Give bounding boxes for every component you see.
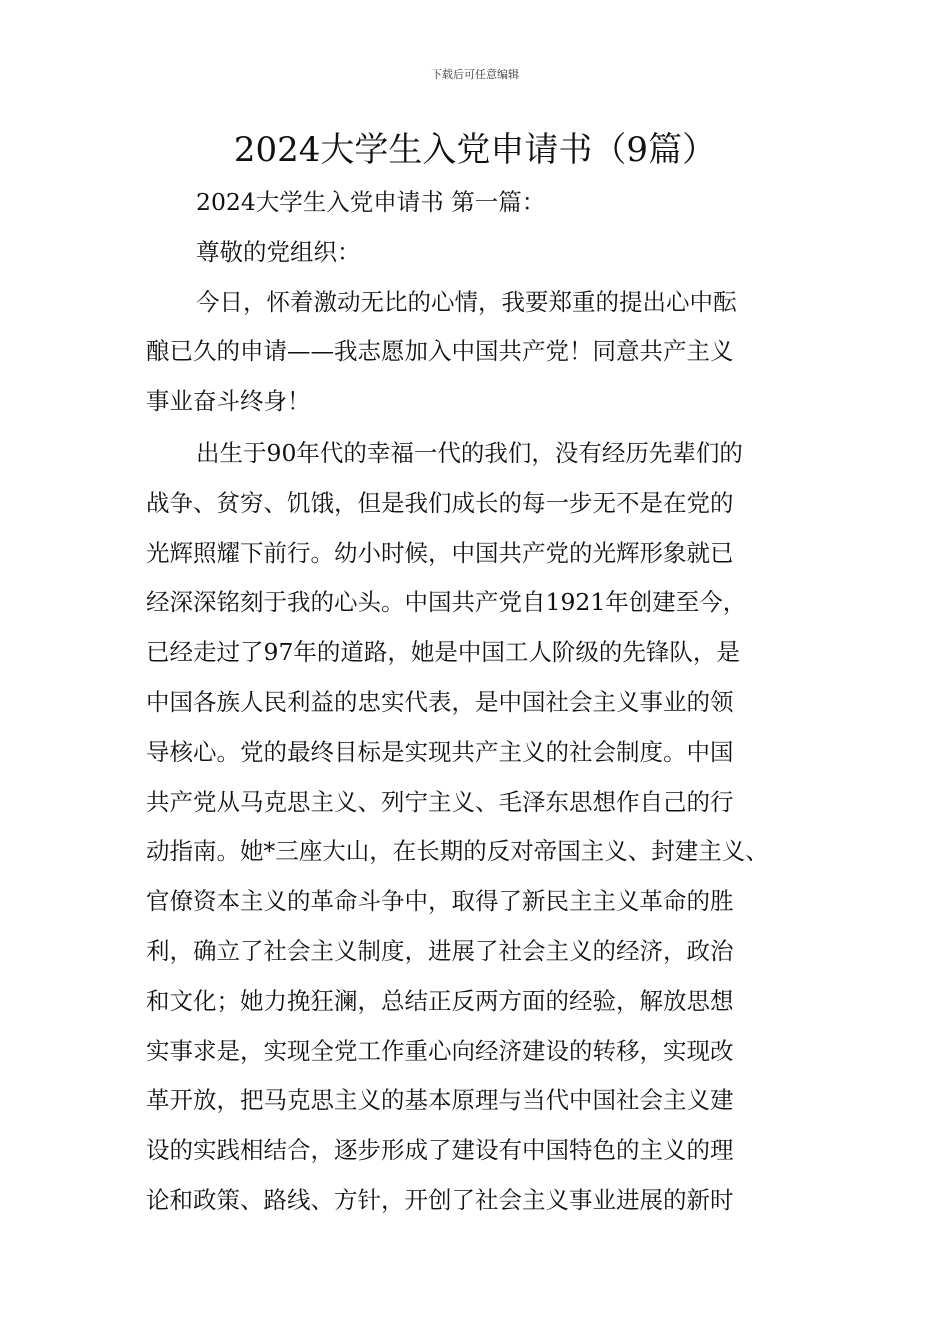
paragraph-line: 中国各族人民利益的忠实代表，是中国社会主义事业的领	[146, 687, 734, 716]
paragraph-line: 官僚资本主义的革命斗争中，取得了新民主主义革命的胜	[146, 887, 734, 916]
paragraph-line: 和文化；她力挽狂澜，总结正反两方面的经验，解放思想	[146, 986, 734, 1015]
paragraph-line: 革开放，把马克思主义的基本原理与当代中国社会主义建	[146, 1086, 734, 1115]
document-body	[146, 178, 816, 1226]
paragraph-2	[146, 429, 816, 1226]
paragraph-line: 今日，怀着激动无比的心情，我要郑重的提出心中酝	[196, 287, 737, 316]
section-heading: 2024大学生入党申请书 第一篇：	[196, 188, 546, 216]
paragraph-line: 出生于90年代的幸福一代的我们，没有经历先辈们的	[196, 438, 743, 467]
paragraph-1	[146, 278, 816, 427]
paragraph-line: 实事求是，实现全党工作重心向经济建设的转移，实现改	[146, 1036, 734, 1065]
paragraph-line: 动指南。她*三座大山，在长期的反对帝国主义、封建主义、	[146, 837, 769, 866]
paragraph-line: 论和政策、路线、方针，开创了社会主义事业进展的新时	[146, 1185, 734, 1214]
document-title: 2024大学生入党申请书（9篇）	[233, 130, 717, 170]
paragraph-line: 共产党从马克思主义、列宁主义、毛泽东思想作自己的行	[146, 787, 734, 816]
paragraph-line: 经深深铭刻于我的心头。中国共产党自1921年创建至今，	[146, 588, 747, 617]
paragraph-line: 设的实践相结合，逐步形成了建设有中国特色的主义的理	[146, 1136, 734, 1165]
paragraph-line: 光辉照耀下前行。幼小时候，中国共产党的光辉形象就已	[146, 538, 734, 567]
paragraph-line: 已经走过了97年的道路，她是中国工人阶级的先锋队，是	[146, 638, 740, 667]
paragraph-line: 战争、贫穷、饥饿，但是我们成长的每一步无不是在党的	[146, 488, 734, 517]
salutation: 尊敬的党组织：	[196, 237, 361, 266]
page-header-note: 下载后可任意编辑	[431, 68, 519, 81]
paragraph-line: 事业奋斗终身！	[146, 387, 311, 416]
paragraph-line: 导核心。党的最终目标是实现共产主义的社会制度。中国	[146, 737, 734, 766]
paragraph-line: 酿已久的申请——我志愿加入中国共产党！同意共产主义	[146, 337, 734, 366]
paragraph-line: 利，确立了社会主义制度，进展了社会主义的经济，政治	[146, 936, 734, 965]
